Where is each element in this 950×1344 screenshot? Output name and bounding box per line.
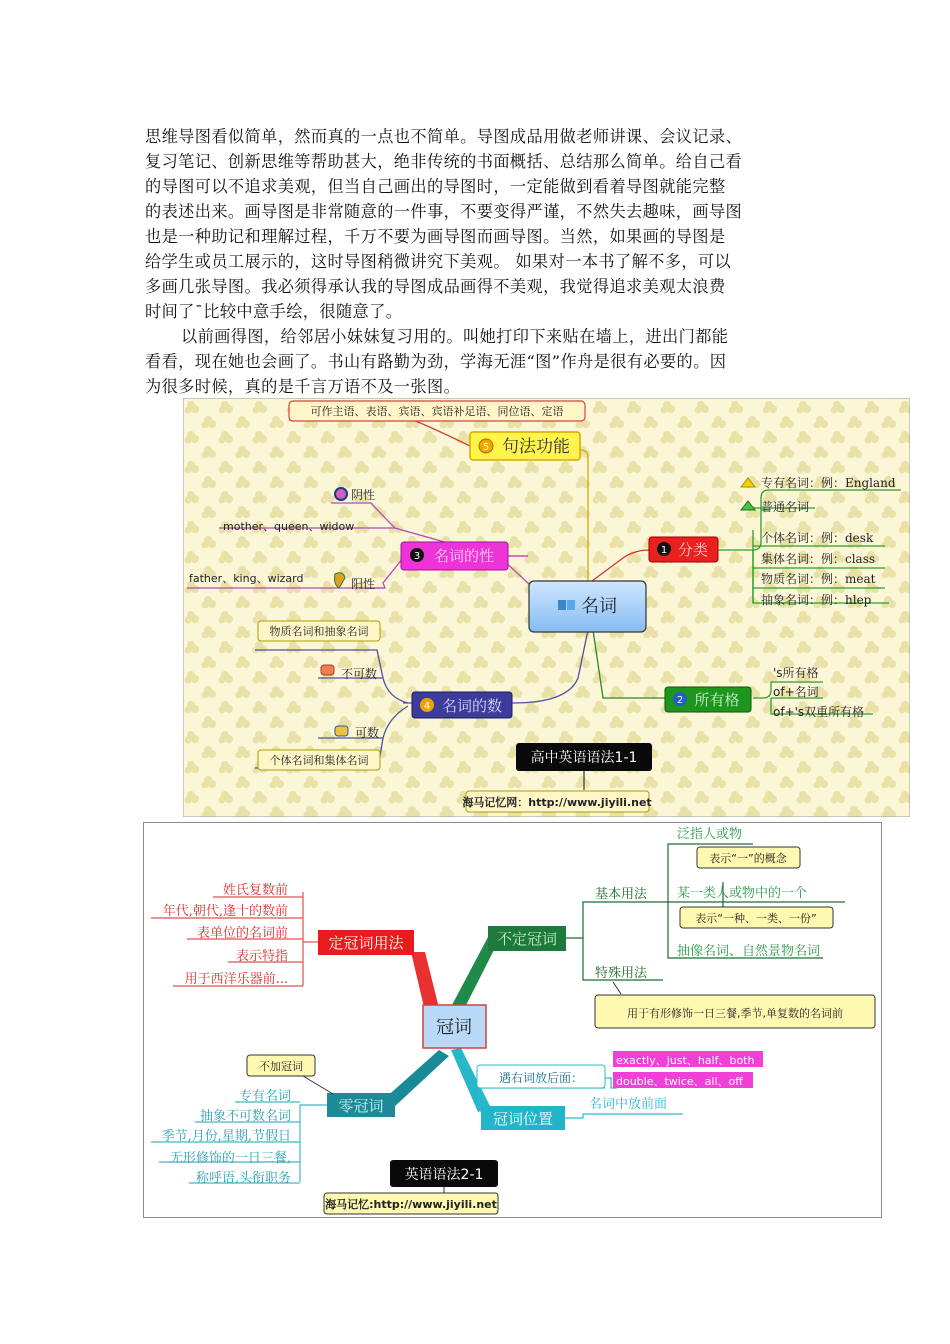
node-def-item: 年代,朝代,逢十的数前 <box>162 904 288 919</box>
node-general-reference: 泛指人或物 <box>677 827 743 842</box>
node-def-item: 表示特指 <box>235 949 288 964</box>
thumbs-down-icon <box>321 665 334 675</box>
node-individual-noun: 个体名词：例：desk <box>761 531 874 545</box>
node-one-concept: 表示“一”的概念 <box>709 852 787 865</box>
paragraph-line: 给学生或员工展示的，这时导图稍微讲究下美观。 如果对一本书了解不多，可以 <box>145 252 732 271</box>
node-common-noun: 普通名词 <box>761 500 810 514</box>
node-noun-number: 名词的数 <box>441 697 503 715</box>
node-zero-item: 无形修饰的一日三餐, <box>169 1151 291 1166</box>
svg-text:3: 3 <box>413 551 421 562</box>
node-noun-middle-front: 名词中放前面 <box>589 1097 668 1112</box>
node-indefinite-article: 不定冠词 <box>496 930 558 948</box>
paragraph-line: 思维导图看似简单，然而真的一点也不简单。导图成品用做老师讲课、会议记录、 <box>145 127 743 146</box>
node-zero-item: 称呼语,头衔职务 <box>195 1171 291 1186</box>
node-uncountable: 不可数 <box>341 667 378 681</box>
node-collective-noun: 集体名词：例：class <box>761 552 876 566</box>
node-possessive-of: of+名词 <box>773 685 819 699</box>
node-def-item: 姓氏复数前 <box>222 883 288 898</box>
node-zero-item: 抽象不可数名词 <box>199 1109 291 1124</box>
node-def-item: 用于西洋乐器前... <box>184 972 288 987</box>
node-possessive: 所有格 <box>694 691 740 709</box>
node-def-item: 表单位的名词前 <box>196 926 288 941</box>
node-abstract-noun: 抽象名词：例：hlep <box>761 593 872 607</box>
node-no-article: 不加冠词 <box>259 1060 303 1073</box>
paragraph-line: 看看，现在她也会画了。书山有路勤为劲，学海无涯“图”作舟是很有必要的。因 <box>145 352 727 371</box>
node-article-position: 冠词位置 <box>492 1110 554 1128</box>
node-uncountable-note: 物质名词和抽象名词 <box>269 625 369 638</box>
node-position-example-2: double、twice、all、off <box>616 1075 743 1088</box>
paragraph-1 <box>145 124 807 324</box>
node-masculine-examples: father、king、wizard <box>189 572 304 585</box>
map1-title: 高中英语语法1-1 <box>530 750 638 766</box>
paragraph-line: 为很多时候，真的是千言万语不及一张图。 <box>145 377 461 396</box>
node-basic-usage: 基本用法 <box>595 887 648 902</box>
map2-title: 英语语法2-1 <box>404 1167 484 1183</box>
node-one-of-kind: 某一类人或物中的一个 <box>677 886 808 901</box>
paragraph-line: 也是一种助记和理解过程，千万不要为画导图而画导图。当然，如果画的导图是 <box>145 227 726 246</box>
node-possessive-s: 's所有格 <box>773 666 819 680</box>
mindmap-article-image <box>143 822 882 1218</box>
mindmap-article-canvas <box>143 822 882 1218</box>
paragraph-line: 的表述出来。画导图是非常随意的一件事，不要变得严谨，不然失去趣味，画导图 <box>145 202 743 221</box>
node-countable: 可数 <box>355 726 380 740</box>
node-countable-note: 个体名词和集体名词 <box>269 754 369 767</box>
node-syntax-function: 句法功能 <box>502 437 570 457</box>
svg-text:1: 1 <box>660 545 668 556</box>
node-center-article: 冠词 <box>436 1017 472 1038</box>
node-material-noun: 物质名词：例：meat <box>761 572 876 586</box>
thumbs-up-icon <box>335 726 348 736</box>
node-noun-gender: 名词的性 <box>433 547 495 565</box>
paragraph-line: 以前画得图，给邻居小妹妹复习用的。叫她打印下来贴在墙上，进出门都能 <box>181 327 729 346</box>
node-center-noun: 名词 <box>581 596 617 617</box>
paragraph-line: 时间了¯比较中意手绘，很随意了。 <box>145 302 403 321</box>
node-abstract-natural: 抽像名词、自然景物名词 <box>677 944 821 959</box>
mindmap-noun-canvas <box>183 398 910 817</box>
map1-site: 海马记忆网：http://www.jiyili.net <box>462 796 652 809</box>
paragraph-2 <box>145 324 807 399</box>
node-right-word-rule: 遇右词放后面： <box>498 1071 584 1085</box>
node-proper-noun: 专有名词：例：England <box>761 476 896 490</box>
node-position-example-1: exactly、just、half、both <box>616 1054 755 1067</box>
node-feminine-examples: mother、queen、widow <box>223 520 355 533</box>
node-special-note: 用于有形修饰一日三餐,季节,单复数的名词前 <box>627 1007 843 1020</box>
node-masculine: 阳性 <box>351 577 376 591</box>
paragraph-line: 多画几张导图。我必须得承认我的导图成品画得不美观，我觉得追求美观太浪费 <box>145 277 726 296</box>
node-zero-article: 零冠词 <box>338 1097 384 1115</box>
node-definite-article: 定冠词用法 <box>328 934 404 952</box>
svg-text:5: 5 <box>482 442 490 453</box>
node-kind-portion: 表示“一种、一类、一份” <box>695 912 817 925</box>
svg-text:4: 4 <box>423 701 431 712</box>
paragraph-line: 复习笔记、创新思维等帮助甚大，绝非传统的书面概括、总结那么简单。给自己看 <box>145 152 743 171</box>
mindmap-noun-image <box>183 398 910 817</box>
node-double-possessive: of+'s双重所有格 <box>773 705 865 719</box>
node-classification: 分类 <box>677 541 709 559</box>
node-syntax-note: 可作主语、表语、宾语、宾语补足语、同位语、定语 <box>310 405 564 418</box>
node-special-usage: 特殊用法 <box>595 966 648 981</box>
globe-icon <box>335 488 347 500</box>
map2-site: 海马记忆:http://www.jiyili.net <box>325 1198 497 1211</box>
svg-text:2: 2 <box>676 695 684 706</box>
node-zero-item: 专有名词 <box>238 1089 291 1104</box>
paragraph-line: 的导图可以不追求美观，但当自己画出的导图时，一定能做到看着导图就能完整 <box>145 177 726 196</box>
node-zero-item: 季节,月份,星期,节假日 <box>161 1129 291 1144</box>
node-feminine: 阴性 <box>351 488 376 502</box>
